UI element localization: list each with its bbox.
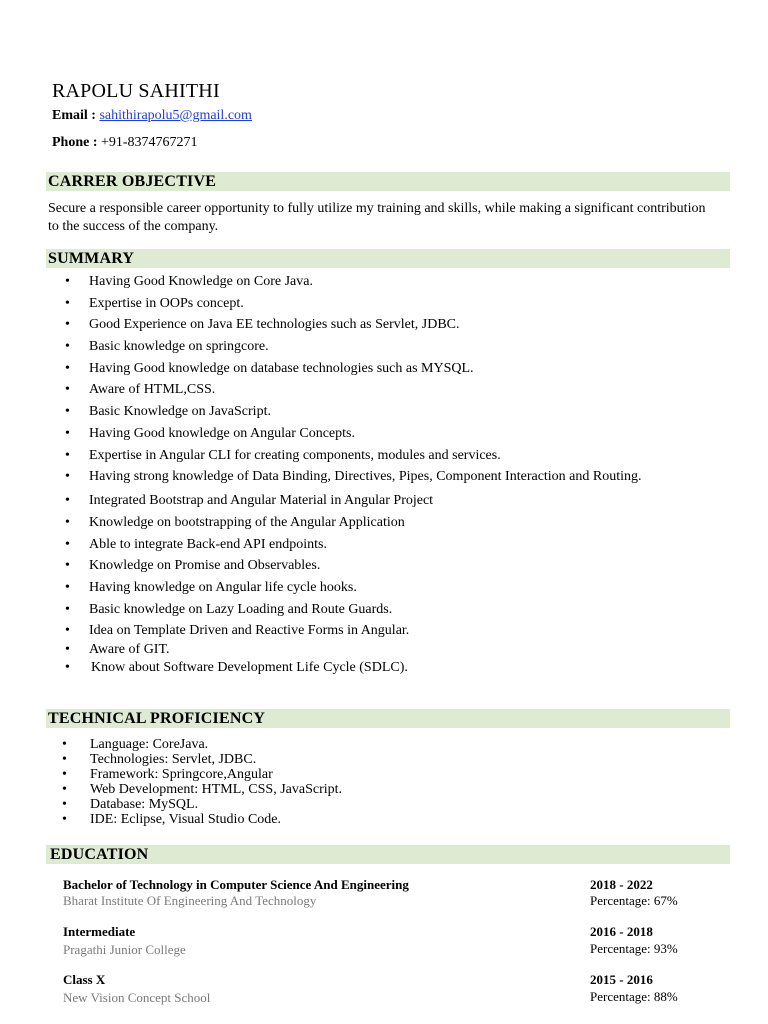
education-bar bbox=[46, 845, 730, 864]
tech-item-text: Framework: Springcore,Angular bbox=[90, 767, 273, 782]
summary-item-text: Knowledge on Promise and Observables. bbox=[89, 558, 321, 574]
bullet: • bbox=[65, 601, 70, 617]
bullet: • bbox=[65, 558, 70, 574]
tech-item-text: Database: MySQL. bbox=[90, 797, 199, 812]
bullet: • bbox=[62, 737, 67, 752]
tech-item bbox=[62, 797, 562, 812]
phone-label: Phone : bbox=[52, 135, 98, 150]
summary-list bbox=[65, 273, 665, 676]
summary-item bbox=[65, 536, 665, 553]
summary-item-text: Having Good knowledge on Angular Concepts. bbox=[89, 425, 355, 441]
summary-item bbox=[65, 641, 665, 658]
email-link[interactable]: sahithirapolu5@gmail.com bbox=[99, 108, 252, 123]
education-entry bbox=[63, 972, 703, 1006]
education-percentage: Percentage: 93% bbox=[590, 941, 678, 956]
education-entry bbox=[63, 877, 703, 909]
degree-name: Class X bbox=[63, 972, 106, 987]
education-heading: EDUCATION bbox=[50, 846, 149, 863]
tech-item bbox=[62, 767, 562, 782]
summary-item bbox=[65, 579, 665, 596]
education-entry bbox=[63, 924, 703, 958]
tech-item-text: Technologies: Servlet, JDBC. bbox=[90, 752, 257, 767]
summary-item-text: Expertise in OOPs concept. bbox=[89, 295, 244, 311]
bullet: • bbox=[65, 536, 70, 552]
summary-item-text: Basic knowledge on Lazy Loading and Route Guards. bbox=[89, 601, 393, 617]
bullet: • bbox=[65, 425, 70, 441]
summary-item-text: Knowledge on bootstrapping of the Angular Application bbox=[89, 514, 405, 530]
degree-name: Intermediate bbox=[63, 924, 136, 939]
bullet: • bbox=[65, 339, 70, 355]
email-line bbox=[52, 108, 252, 124]
degree-name: Bachelor of Technology in Computer Science And Engineering bbox=[63, 877, 409, 892]
education-years: 2016 - 2018 bbox=[590, 924, 653, 939]
summary-item bbox=[65, 273, 665, 290]
summary-item bbox=[65, 492, 665, 509]
summary-item-text: Aware of HTML,CSS. bbox=[89, 382, 216, 398]
summary-item bbox=[65, 557, 665, 574]
bullet: • bbox=[62, 812, 67, 827]
bullet: • bbox=[65, 360, 70, 376]
education-years: 2015 - 2016 bbox=[590, 972, 653, 987]
bullet: • bbox=[65, 579, 70, 595]
institution-name: Bharat Institute Of Engineering And Technology bbox=[63, 893, 317, 908]
bullet: • bbox=[65, 404, 70, 420]
tech-item bbox=[62, 812, 562, 827]
bullet: • bbox=[62, 797, 67, 812]
email-label: Email : bbox=[52, 108, 96, 123]
institution-name: Pragathi Junior College bbox=[63, 942, 186, 957]
summary-item-text: Integrated Bootstrap and Angular Material in Angular Project bbox=[89, 493, 434, 509]
summary-heading: SUMMARY bbox=[48, 250, 135, 267]
bullet: • bbox=[65, 514, 70, 530]
career-objective-heading: CARRER OBJECTIVE bbox=[48, 173, 217, 190]
summary-item bbox=[65, 622, 665, 639]
technical-proficiency-list bbox=[62, 737, 562, 827]
bullet: • bbox=[65, 469, 70, 485]
tech-item bbox=[62, 782, 562, 797]
bullet: • bbox=[62, 767, 67, 782]
summary-item-text: Basic knowledge on springcore. bbox=[89, 339, 269, 355]
summary-item-text: Idea on Template Driven and Reactive Forms in Angular. bbox=[89, 623, 410, 639]
summary-item-text: Basic Knowledge on JavaScript. bbox=[89, 404, 271, 420]
education-percentage: Percentage: 67% bbox=[590, 893, 678, 908]
bullet: • bbox=[65, 659, 70, 675]
bullet: • bbox=[65, 382, 70, 398]
summary-item bbox=[65, 295, 665, 312]
bullet: • bbox=[62, 752, 67, 767]
bullet: • bbox=[62, 782, 67, 797]
summary-item bbox=[65, 316, 665, 333]
tech-item bbox=[62, 752, 562, 767]
technical-proficiency-heading: TECHNICAL PROFICIENCY bbox=[48, 710, 266, 727]
summary-item-text: Having Good Knowledge on Core Java. bbox=[89, 274, 313, 289]
institution-name: New Vision Concept School bbox=[63, 990, 211, 1005]
summary-item-text: Good Experience on Java EE technologies such as Servlet, JDBC. bbox=[89, 317, 460, 333]
education-years: 2018 - 2022 bbox=[590, 877, 653, 892]
summary-item bbox=[65, 447, 665, 464]
bullet: • bbox=[65, 317, 70, 333]
summary-item bbox=[65, 601, 665, 618]
summary-item-text: Having strong knowledge of Data Binding, Directives, Pipes, Component Interaction and Routing. bbox=[89, 469, 642, 485]
phone-line bbox=[52, 135, 198, 151]
summary-item-text: Aware of GIT. bbox=[89, 641, 170, 657]
summary-item-text: Having Good knowledge on database technologies such as MYSQL. bbox=[89, 360, 474, 376]
bullet: • bbox=[65, 274, 70, 289]
education-percentage: Percentage: 88% bbox=[590, 989, 678, 1004]
bullet: • bbox=[65, 447, 70, 463]
summary-bar bbox=[46, 249, 730, 268]
summary-item bbox=[65, 381, 665, 398]
summary-item bbox=[65, 659, 665, 676]
bullet: • bbox=[65, 623, 70, 639]
bullet: • bbox=[65, 493, 70, 509]
tech-item-text: IDE: Eclipse, Visual Studio Code. bbox=[90, 812, 281, 827]
summary-item bbox=[65, 403, 665, 420]
summary-item-text: Know about Software Development Life Cycle (SDLC). bbox=[91, 659, 408, 675]
summary-item bbox=[65, 425, 665, 442]
career-objective-text: Secure a responsible career opportunity to fully utilize my training and skills, while making a significant contribution to the success of the company. bbox=[48, 201, 706, 234]
summary-item-text: Having knowledge on Angular life cycle hooks. bbox=[89, 579, 357, 595]
summary-item bbox=[65, 514, 665, 531]
tech-item-text: Language: CoreJava. bbox=[90, 737, 209, 752]
summary-item bbox=[65, 468, 665, 485]
bullet: • bbox=[65, 641, 70, 657]
phone-number: +91-8374767271 bbox=[101, 135, 198, 150]
summary-item-text: Able to integrate Back-end API endpoints. bbox=[89, 536, 327, 552]
bullet: • bbox=[65, 295, 70, 311]
tech-item bbox=[62, 737, 562, 752]
summary-item-text: Expertise in Angular CLI for creating components, modules and services. bbox=[89, 447, 501, 463]
candidate-name: RAPOLU SAHITHI bbox=[52, 80, 220, 102]
summary-item bbox=[65, 360, 665, 377]
tech-item-text: Web Development: HTML, CSS, JavaScript. bbox=[90, 782, 343, 797]
summary-item bbox=[65, 338, 665, 355]
